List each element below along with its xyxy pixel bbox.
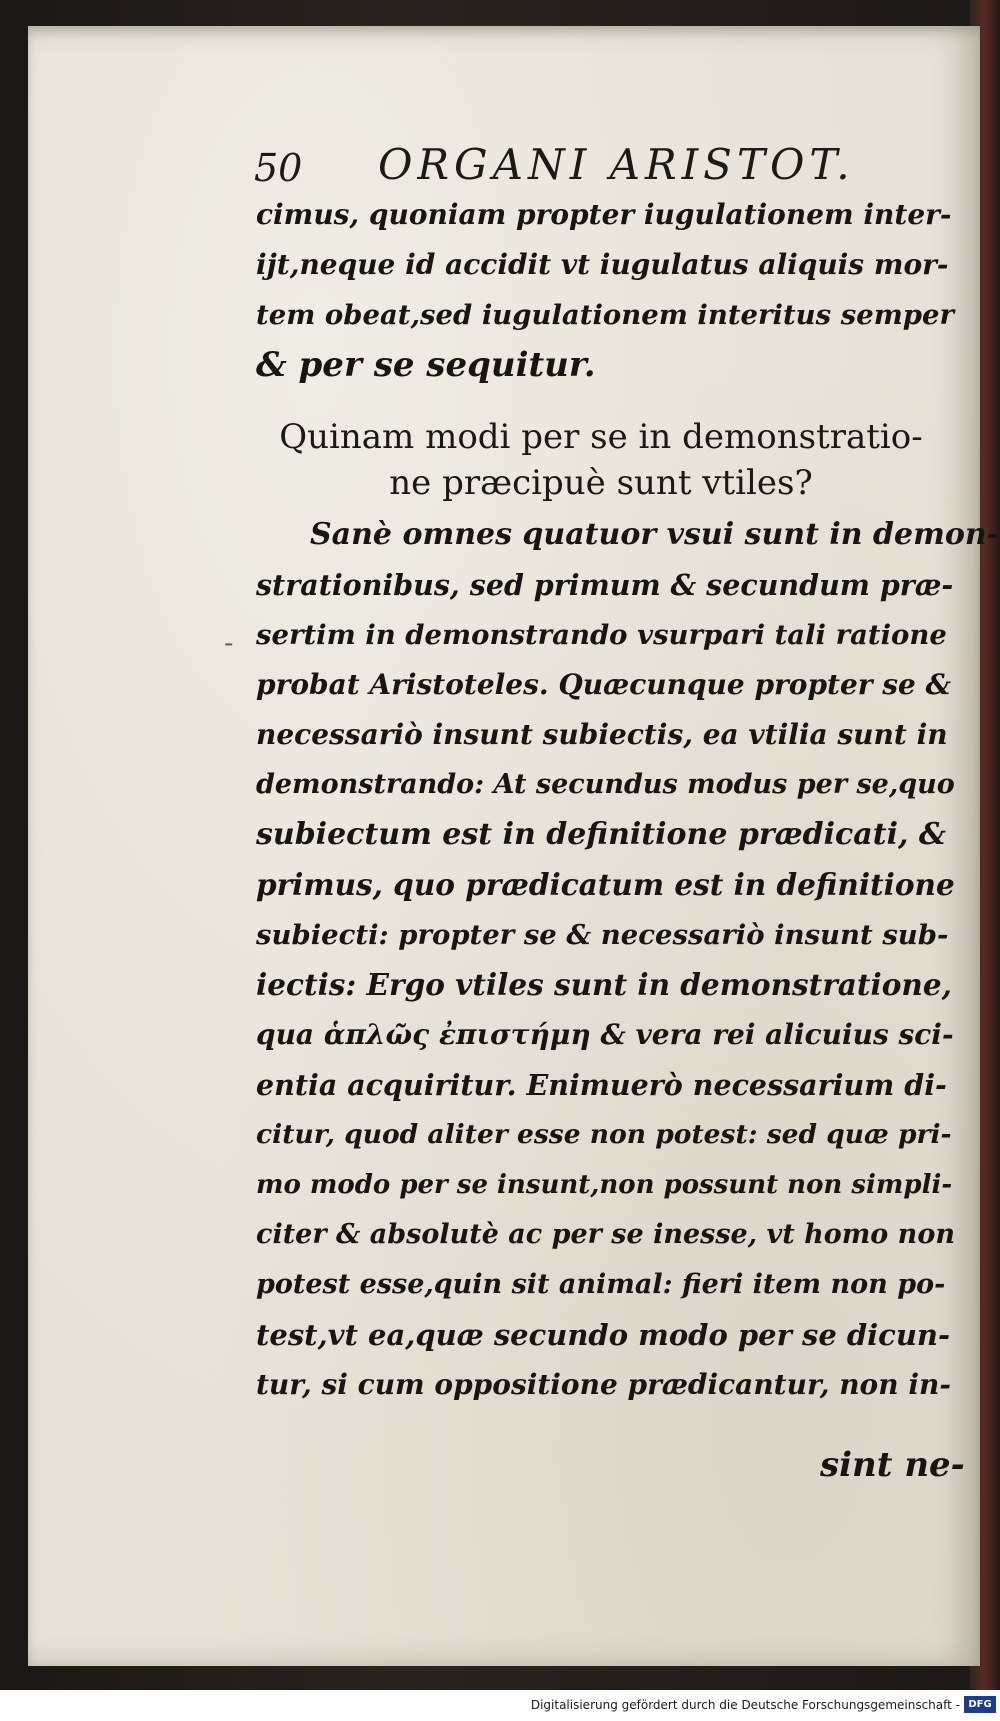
text-line: cimus, quoniam propter iugulationem inter-: [256, 198, 952, 231]
text-line: qua ἁπλῶς ἐπιστήμη & vera rei alicuius sci-: [256, 1018, 954, 1051]
text-line: necessariò insunt subiectis, ea vtilia sunt in: [256, 718, 948, 751]
page-number: 50: [254, 146, 303, 190]
text-line: subiectum est in definitione prædicati, &: [256, 817, 946, 852]
text-line: strationibus, sed primum & secundum præ-: [256, 568, 954, 602]
text-line: demonstrando: At secundus modus per se,quo: [256, 769, 955, 800]
running-title: ORGANI ARISTOT.: [378, 140, 855, 189]
footer-credit: Digitalisierung gefördert durch die Deutsche Forschungsgemeinschaft -: [530, 1698, 960, 1712]
digitization-footer: [0, 1690, 1000, 1721]
text-line: test,vt ea,quæ secundo modo per se dicun-: [256, 1318, 951, 1352]
text-line: citur, quod aliter esse non potest: sed quæ pri-: [256, 1119, 952, 1150]
text-line: potest esse,quin sit animal: fieri item non po-: [256, 1269, 946, 1300]
text-line: tur, si cum oppositione prædicantur, non in-: [256, 1368, 951, 1401]
text-line: entia acquiritur. Enimuerò necessarium di-: [256, 1068, 947, 1102]
margin-mark: -: [224, 626, 234, 659]
text-line: iectis: Ergo vtiles sunt in demonstratione,: [256, 967, 952, 1002]
text-line: ijt,neque id accidit vt iugulatus aliquis mor-: [256, 248, 949, 281]
text-line: Sanè omnes quatuor vsui sunt in demon-: [310, 517, 1000, 552]
question-line: ne præcipuè sunt vtiles?: [389, 463, 813, 503]
text-line: citer & absolutè ac per se inesse, vt homo non: [256, 1219, 955, 1250]
text-line: & per se sequitur.: [256, 345, 596, 385]
text-line: tem obeat,sed iugulationem interitus semper: [256, 299, 955, 331]
question-line: Quinam modi per se in demonstratio-: [279, 417, 923, 457]
text-line: probat Aristoteles. Quæcunque propter se &: [256, 668, 951, 701]
text-line: mo modo per se insunt,non possunt non simpli-: [256, 1170, 953, 1200]
catchword: sint ne-: [820, 1445, 965, 1485]
dfg-logo: DFG: [964, 1696, 996, 1713]
text-line: sertim in demonstrando vsurpari tali ratione: [256, 619, 947, 651]
text-line: subiecti: propter se & necessariò insunt sub-: [256, 919, 949, 951]
text-line: primus, quo prædicatum est in definitione: [256, 867, 955, 902]
